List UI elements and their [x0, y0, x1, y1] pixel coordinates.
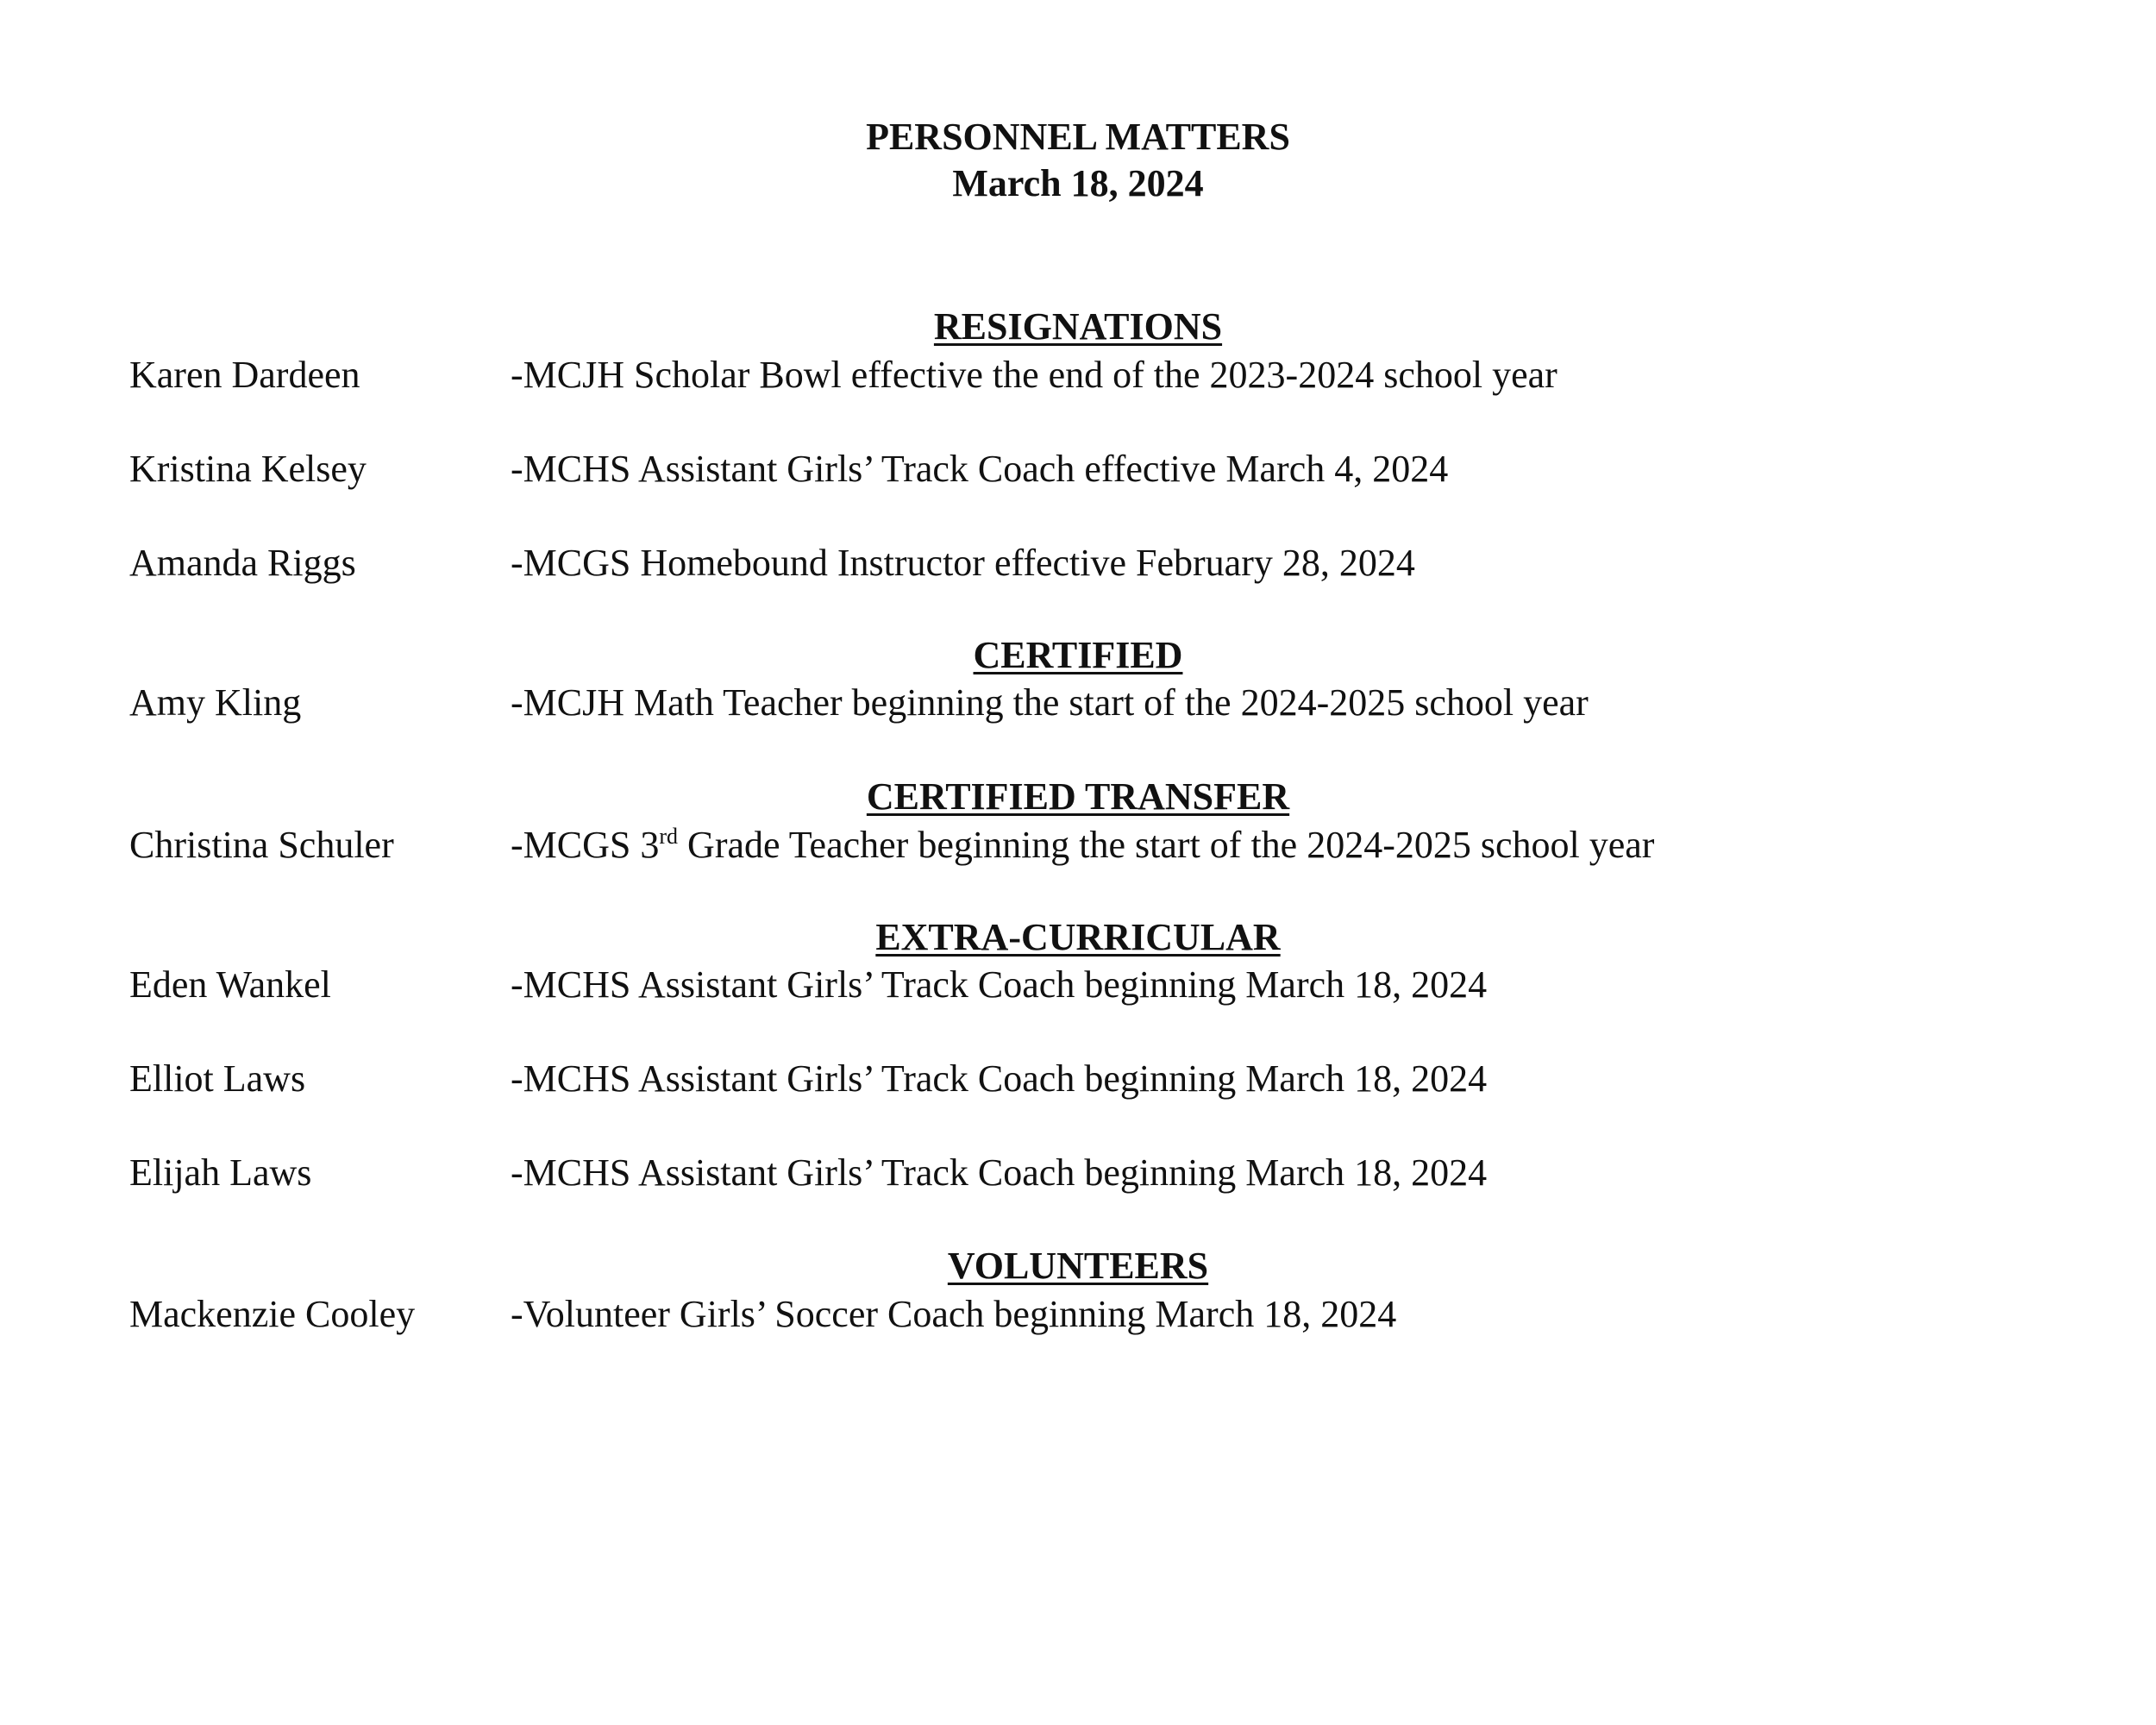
section-title-certified: CERTIFIED: [973, 634, 1183, 676]
position-description: -MCHS Assistant Girls’ Track Coach beginning March 18, 2024: [511, 1151, 1488, 1194]
section-title-certified-transfer: CERTIFIED TRANSFER: [866, 775, 1290, 818]
list-item: [0, 821, 2156, 869]
document-title: PERSONNEL MATTERS: [866, 116, 1290, 158]
position-description: -MCHS Assistant Girls’ Track Coach beginning March 18, 2024: [511, 963, 1488, 1006]
list-item: [0, 679, 2156, 727]
employee-name: Elijah Laws: [129, 1151, 312, 1194]
employee-name: Kristina Kelsey: [129, 448, 367, 490]
employee-name: Karen Dardeen: [129, 354, 360, 396]
position-description: -Volunteer Girls’ Soccer Coach beginning March 18, 2024: [511, 1293, 1397, 1335]
employee-name: Amanda Riggs: [129, 542, 356, 584]
ordinal-suffix: rd: [659, 824, 679, 849]
employee-name: Amy Kling: [129, 681, 302, 724]
position-description: -MCHS Assistant Girls’ Track Coach beginning March 18, 2024: [511, 1057, 1488, 1100]
list-item: [0, 539, 2156, 587]
document-date: March 18, 2024: [952, 162, 1204, 204]
section-title-resignations: RESIGNATIONS: [933, 305, 1223, 348]
list-item: [0, 1149, 2156, 1197]
description-prefix: -MCGS 3: [511, 824, 660, 866]
employee-name: Mackenzie Cooley: [129, 1293, 416, 1335]
list-item: [0, 1290, 2156, 1339]
employee-name: Elliot Laws: [129, 1057, 306, 1100]
position-description: -MCGS Homebound Instructor effective February 28, 2024: [511, 542, 1415, 584]
description-suffix: Grade Teacher beginning the start of the 2024-2025 school year: [678, 824, 1655, 866]
position-description: -MCHS Assistant Girls’ Track Coach effective March 4, 2024: [511, 448, 1449, 490]
list-item: [0, 961, 2156, 1009]
section-title-extra-curricular: EXTRA-CURRICULAR: [875, 916, 1281, 958]
position-description: -MCJH Math Teacher beginning the start of the 2024-2025 school year: [511, 681, 1589, 724]
employee-name: Eden Wankel: [129, 963, 331, 1006]
position-description: [511, 821, 1654, 869]
list-item: [0, 1055, 2156, 1103]
employee-name: Christina Schuler: [129, 824, 394, 866]
position-description: -MCJH Scholar Bowl effective the end of the 2023-2024 school year: [511, 354, 1557, 396]
list-item: [0, 445, 2156, 493]
section-title-volunteers: VOLUNTEERS: [947, 1245, 1209, 1287]
list-item: [0, 351, 2156, 399]
